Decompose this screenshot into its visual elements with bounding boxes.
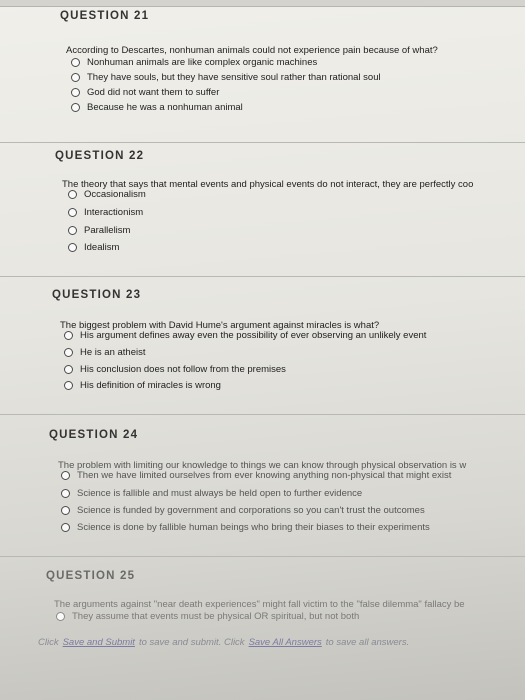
answer-option[interactable] xyxy=(68,225,130,236)
question-header: QUESTION 25 xyxy=(46,570,136,582)
radio-button[interactable] xyxy=(68,190,77,199)
option-label: His conclusion does not follow from the premises xyxy=(80,364,286,375)
option-label: Science is fallible and must always be held open to further evidence xyxy=(77,488,363,499)
option-label: God did not want them to suffer xyxy=(87,87,220,98)
question-23 xyxy=(0,276,525,415)
radio-button[interactable] xyxy=(68,226,77,235)
option-label: Idealism xyxy=(84,242,120,253)
answer-option[interactable] xyxy=(71,102,243,113)
radio-button[interactable] xyxy=(71,103,80,112)
radio-button[interactable] xyxy=(71,58,80,67)
footer-middle: to save and submit. Click xyxy=(138,637,245,648)
question-text: The problem with limiting our knowledge to things we can know through physical observation is w xyxy=(58,460,467,471)
footer-prefix: Click xyxy=(38,637,59,648)
answer-option[interactable] xyxy=(64,330,426,341)
answer-option[interactable] xyxy=(71,72,381,83)
option-label: Interactionism xyxy=(84,207,144,218)
question-22 xyxy=(0,142,525,277)
radio-button[interactable] xyxy=(61,523,70,532)
question-header: QUESTION 24 xyxy=(49,429,139,441)
option-label: They have souls, but they have sensitive soul rather than rational soul xyxy=(87,72,381,83)
submit-instructions xyxy=(38,637,413,648)
question-text: The arguments against "near death experiences" might fall victim to the "false dilemma" fallacy be xyxy=(54,599,465,610)
footer-suffix: to save all answers. xyxy=(325,637,410,648)
radio-button[interactable] xyxy=(64,331,73,340)
question-24 xyxy=(0,414,525,557)
answer-option[interactable] xyxy=(68,242,119,253)
answer-option[interactable] xyxy=(61,470,451,481)
answer-option[interactable] xyxy=(68,189,146,200)
answer-option[interactable] xyxy=(61,522,430,533)
question-header: QUESTION 23 xyxy=(52,289,142,301)
radio-button[interactable] xyxy=(56,612,65,621)
question-text: According to Descartes, nonhuman animals could not experience pain because of what? xyxy=(66,45,438,56)
option-label: He is an atheist xyxy=(80,347,146,358)
radio-button[interactable] xyxy=(68,208,77,217)
question-header: QUESTION 22 xyxy=(55,150,145,162)
question-text: The biggest problem with David Hume's argument against miracles is what? xyxy=(60,320,380,331)
option-label: His definition of miracles is wrong xyxy=(80,380,221,391)
option-label: Parallelism xyxy=(84,225,131,236)
option-label: Occasionalism xyxy=(84,189,146,200)
option-label: Because he was a nonhuman animal xyxy=(87,102,243,113)
question-21 xyxy=(0,0,525,142)
answer-option[interactable] xyxy=(56,611,359,622)
question-25 xyxy=(0,556,525,700)
option-label: His argument defines away even the possibility of ever observing an unlikely event xyxy=(80,330,427,341)
radio-button[interactable] xyxy=(71,73,80,82)
radio-button[interactable] xyxy=(61,471,70,480)
answer-option[interactable] xyxy=(71,57,317,68)
question-text: The theory that says that mental events and physical events do not interact, they are perfectly coo xyxy=(62,179,474,190)
radio-button[interactable] xyxy=(61,489,70,498)
answer-option[interactable] xyxy=(71,87,219,98)
save-all-answers-link[interactable]: Save All Answers xyxy=(248,637,322,648)
question-header: QUESTION 21 xyxy=(60,10,150,22)
answer-option[interactable] xyxy=(61,505,425,516)
option-label: Science is funded by government and corporations so you can't trust the outcomes xyxy=(77,505,425,516)
radio-button[interactable] xyxy=(64,365,73,374)
radio-button[interactable] xyxy=(64,348,73,357)
option-label: Then we have limited ourselves from ever knowing anything non-physical that might exist xyxy=(77,470,452,481)
answer-option[interactable] xyxy=(64,364,286,375)
radio-button[interactable] xyxy=(64,381,73,390)
answer-option[interactable] xyxy=(61,488,362,499)
answer-option[interactable] xyxy=(64,380,221,391)
answer-option[interactable] xyxy=(64,347,145,358)
answer-option[interactable] xyxy=(68,207,143,218)
radio-button[interactable] xyxy=(61,506,70,515)
radio-button[interactable] xyxy=(68,243,77,252)
option-label: They assume that events must be physical OR spiritual, but not both xyxy=(72,611,360,622)
save-and-submit-link[interactable]: Save and Submit xyxy=(62,637,135,648)
option-label: Nonhuman animals are like complex organic machines xyxy=(87,57,318,68)
option-label: Science is done by fallible human beings who bring their biases to their experiments xyxy=(77,522,430,533)
radio-button[interactable] xyxy=(71,88,80,97)
